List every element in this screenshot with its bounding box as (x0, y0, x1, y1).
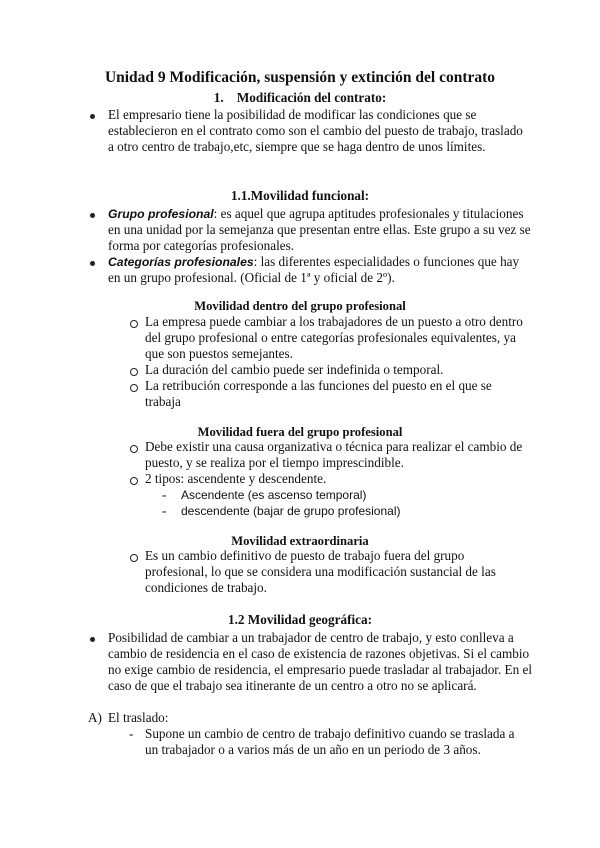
list-letter: A) (88, 710, 102, 725)
bullet-icon (90, 114, 95, 119)
dentro-heading: Movilidad dentro del grupo profesional (194, 299, 406, 313)
section-1-2-paragraph: Posibilidad de cambiar a un trabajador de centro de trabajo, y esto conlleva a cambio de residencia en el caso de existencia de razones objetivas. Si el cambio no exige cambio de residencia, el empresario puede trasladar al trabajador. En el caso de que el trabajo sea itinerante de un centro a otro no se aplicará. (108, 630, 533, 693)
section-1-number: 1. (213, 90, 224, 105)
section-1-title: Modificación del contrato: (236, 90, 387, 105)
circle-bullet-icon (130, 554, 138, 562)
section-1-1-heading: 1.1.Movilidad funcional: (230, 188, 370, 203)
circle-bullet-icon (130, 445, 138, 453)
circle-bullet-icon (130, 368, 138, 376)
extra-item: Es un cambio definitivo de puesto de trabajo fuera del grupo profesional, lo que se considera una modificación sustancial de las condiciones de trabajo. (145, 548, 496, 595)
letter-item: El traslado: (108, 710, 169, 725)
circle-bullet-icon (130, 320, 138, 328)
definition-text: : es aquel que agrupa aptitudes profesionales y titulaciones en una unidad por la semejanza que presentan entre ellas. Este grupo a su vez se forma por categorías profesionales. (108, 206, 531, 253)
dentro-item: La empresa puede cambiar a los trabajadores de un puesto a otro dentro del grupo profesional o entre categorías profesionales equivalentes, ya que son puestos semejantes. (145, 314, 523, 361)
extra-heading: Movilidad extraordinaria (231, 534, 369, 548)
section-1-heading (0, 90, 600, 106)
page-title: Unidad 9 Modificación, suspensión y extinción del contrato (104, 69, 496, 86)
circle-bullet-icon (130, 477, 138, 485)
circle-bullet-icon (130, 384, 138, 392)
fuera-heading: Movilidad fuera del grupo profesional (197, 425, 403, 439)
section-1-2-heading: 1.2 Movilidad geográfica: (228, 612, 372, 627)
term-grupo-profesional: Grupo profesional (108, 207, 214, 221)
section-1-paragraph: El empresario tiene la posibilidad de modificar las condiciones que se establecieron en el contrato como son el cambio del puesto de trabajo, traslado a otro centro de trabajo,etc, siempre que se haga dentro de unos límites. (108, 107, 523, 154)
definition-grupo-profesional (108, 206, 533, 254)
traslado-detail: Supone un cambio de centro de trabajo definitivo cuando se traslada a un trabajador o a varios más de un año en un periodo de 3 años. (145, 726, 515, 757)
definition-text: : las diferentes especialidades o funciones que hay en un grupo profesional. (Oficial de 1ª y oficial de 2º). (108, 254, 520, 285)
dash-bullet: - (162, 487, 167, 502)
definition-categorias (108, 254, 533, 286)
bullet-icon (90, 261, 95, 266)
bullet-icon (90, 213, 95, 218)
fuera-subitem: Ascendente (es ascenso temporal) (181, 488, 367, 502)
fuera-subitem: descendente (bajar de grupo profesional) (181, 504, 401, 518)
dash-bullet: - (162, 503, 167, 518)
term-categorias-profesionales: Categorías profesionales (108, 255, 254, 269)
bullet-icon (90, 637, 95, 642)
dash-bullet: - (129, 726, 134, 741)
dentro-item: La retribución corresponde a las funciones del puesto en el que se trabaja (145, 378, 492, 409)
fuera-item: 2 tipos: ascendente y descendente. (145, 471, 327, 486)
fuera-item: Debe existir una causa organizativa o técnica para realizar el cambio de puesto, y se realiza por el tiempo imprescindible. (145, 439, 523, 470)
dentro-item: La duración del cambio puede ser indefinida o temporal. (145, 362, 444, 377)
